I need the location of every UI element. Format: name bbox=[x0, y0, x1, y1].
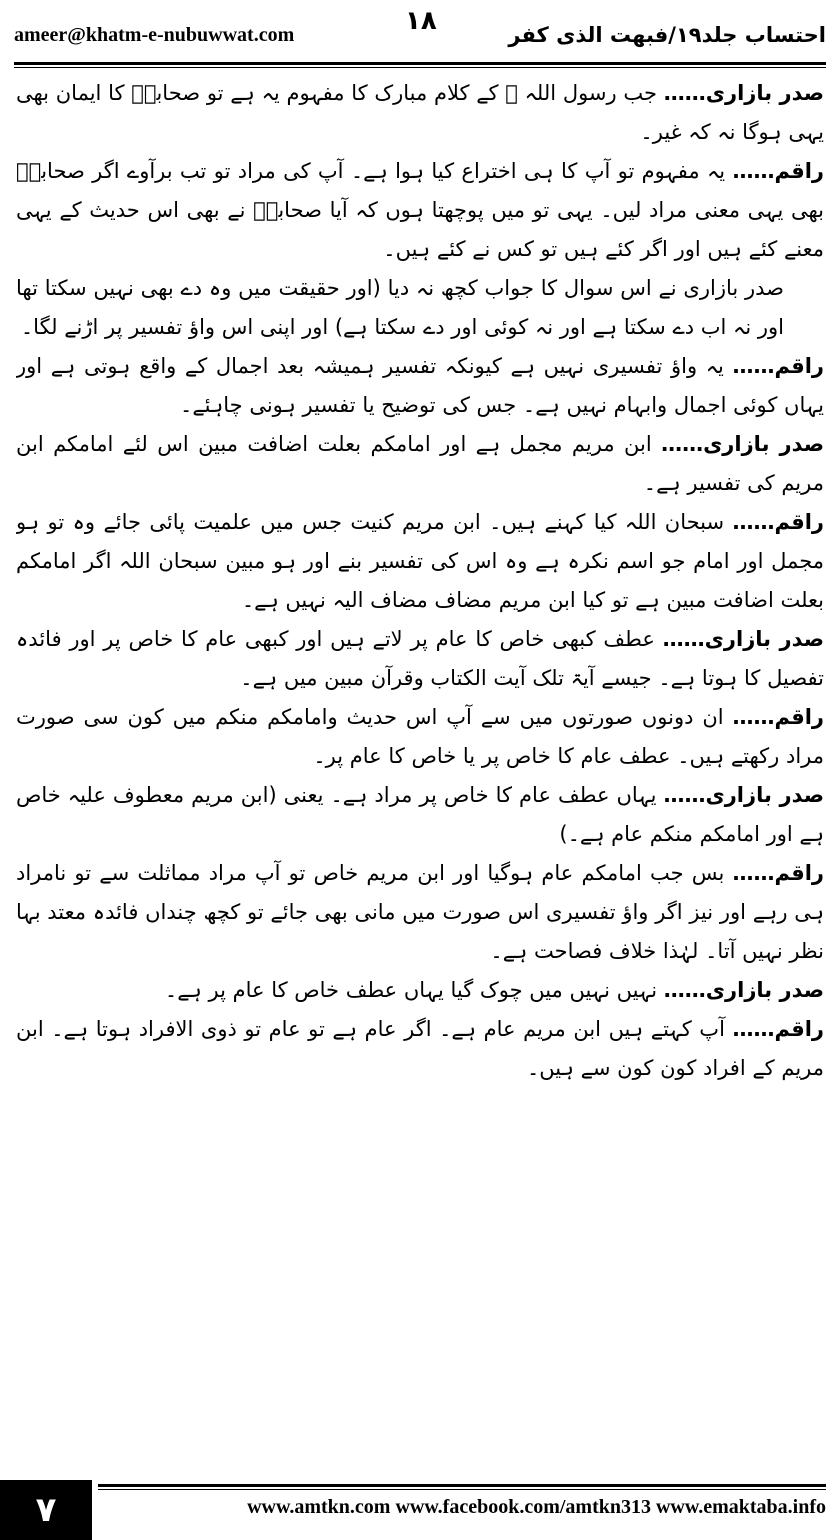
paragraph bbox=[16, 971, 824, 1010]
paragraph bbox=[16, 776, 824, 854]
header-rule-thin bbox=[14, 67, 826, 68]
header-email: ameer@khatm-e-nubuwwat.com bbox=[14, 23, 295, 46]
paragraph-text: یہ واؤ تفسیری نہیں ہے کیونکہ تفسیر ہمیشہ بعد اجمال کے واقع ہوتی ہے اور یہاں کوئی اجمال وابہام نہیں ہے۔ جس کی توضیح یا تفسیر ہونی چاہئے۔ bbox=[16, 354, 824, 417]
speaker-label: راقم…… bbox=[732, 159, 824, 183]
speaker-label: راقم…… bbox=[732, 705, 824, 729]
speaker-label: صدر بازاری…… bbox=[662, 627, 824, 651]
paragraph-text: بس جب امامکم عام ہوگیا اور ابن مریم خاص تو آپ مراد مماثلت سے تو نامراد ہی رہے اور نیز اگر واؤ تفسیری اس صورت میں مانی بھی جائے تو کچھ چنداں فائدہ معتد بہا نظر نہیں آتا۔ لہٰذا خلاف فصاحت ہے۔ bbox=[16, 861, 824, 963]
paragraph-text: صدر بازاری نے اس سوال کا جواب کچھ نہ دیا (اور حقیقت میں وہ دے بھی نہیں سکتا تھا اور نہ اب دے سکتا ہے اور نہ کوئی اور دے سکتا ہے) اور اپنی اس واؤ تفسیر پر اڑنے لگا۔ bbox=[16, 276, 784, 339]
footer-badge: ۷ bbox=[0, 1480, 92, 1540]
paragraph bbox=[16, 698, 824, 776]
speaker-label: صدر بازاری…… bbox=[663, 783, 824, 807]
paragraph-text: سبحان اللہ کیا کہنے ہیں۔ ابن مریم کنیت جس میں علمیت پائی جائے وہ تو ہو مجمل اور امام جو اسم نکرہ ہے وہ اس کی تفسیر بنے اور ہو مبین سبحان اللہ اگر امامکم بعلت اضافت مبین ہے تو کیا ابن مریم مضاف مضاف الیہ نہیں ہے۔ bbox=[16, 510, 824, 612]
paragraph-text: نہیں نہیں میں چوک گیا یہاں عطف خاص کا عام پر ہے۔ bbox=[164, 978, 664, 1002]
footer-rule-thin bbox=[98, 1489, 826, 1490]
paragraph bbox=[16, 620, 824, 698]
paragraph-text: عطف کبھی خاص کا عام پر لاتے ہیں اور کبھی عام کا خاص پر اور فائدہ تفصیل کا ہوتا ہے۔ جیسے آیۃ تلک آیت الکتاب وقرآن مبین میں ہے۔ bbox=[16, 627, 824, 690]
paragraph bbox=[16, 347, 824, 425]
paragraph bbox=[16, 74, 824, 152]
paragraph-text: یہ مفہوم تو آپ کا ہی اختراع کیا ہوا ہے۔ آپ کی مراد تو تب برآوے اگر صحابہؓ بھی یہی معنی مراد لیں۔ یہی تو میں پوچھتا ہوں کہ آیا صحابہؓ نے بھی اس حدیث کے یہی معنے کئے ہیں اور اگر کئے ہیں تو کس نے کئے ہیں۔ bbox=[16, 159, 824, 261]
speaker-label: راقم…… bbox=[732, 1017, 824, 1041]
paragraph-text: آپ کہتے ہیں ابن مریم عام ہے۔ اگر عام ہے تو عام تو ذوی الافراد ہوتا ہے۔ ابن مریم کے افراد کون کون سے ہیں۔ bbox=[16, 1017, 824, 1080]
footer-rule bbox=[98, 1484, 826, 1487]
paragraph-text: یہاں عطف عام کا خاص پر مراد ہے۔ یعنی (ابن مریم معطوف علیہ خاص ہے اور امامکم منکم عام ہے۔) bbox=[16, 783, 824, 846]
footer-links: www.amtkn.com www.facebook.com/amtkn313 www.emaktaba.info bbox=[247, 1496, 826, 1518]
paragraph bbox=[16, 854, 824, 971]
speaker-label: راقم…… bbox=[732, 354, 824, 378]
paragraph-text: ابن مریم مجمل ہے اور امامکم بعلت اضافت مبین اس لئے امامکم ابن مریم کی تفسیر ہے۔ bbox=[16, 432, 824, 495]
speaker-label: راقم…… bbox=[732, 861, 824, 885]
page-number: ۱۸ bbox=[405, 6, 437, 36]
paragraph bbox=[16, 269, 824, 347]
speaker-label: صدر بازاری…… bbox=[661, 432, 824, 456]
page-body bbox=[16, 74, 824, 1459]
paragraph bbox=[16, 1010, 824, 1088]
paragraph bbox=[16, 152, 824, 269]
paragraph bbox=[16, 503, 824, 620]
paragraph-text: ان دونوں صورتوں میں سے آپ اس حدیث وامامکم منکم میں کون سی صورت مراد رکھتے ہیں۔ عطف عام کا خاص پر یا خاص کا عام پر۔ bbox=[16, 705, 824, 768]
page-footer bbox=[0, 1480, 840, 1540]
header-book-title: احتساب جلد۱۹/فبهت الذی کفر bbox=[508, 23, 826, 47]
header-rule bbox=[14, 62, 826, 65]
speaker-label: صدر بازاری…… bbox=[663, 978, 824, 1002]
speaker-label: صدر بازاری…… bbox=[663, 81, 824, 105]
paragraph bbox=[16, 425, 824, 503]
speaker-label: راقم…… bbox=[732, 510, 824, 534]
paragraph-text: جب رسول اللہ ﷺ کے کلام مبارک کا مفہوم یہ ہے تو صحابہؓ کا ایمان بھی یہی ہوگا نہ کہ غیر۔ bbox=[16, 81, 824, 144]
